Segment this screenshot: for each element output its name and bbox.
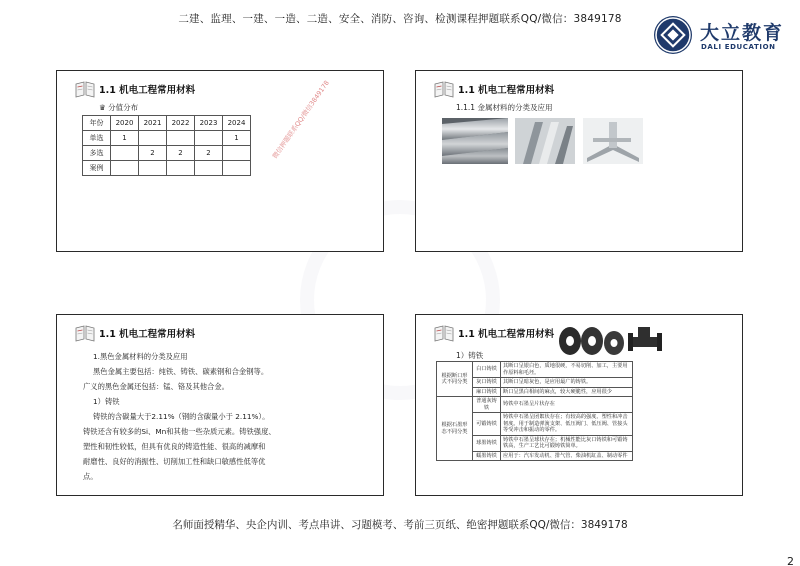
slide-title: 1.1 机电工程常用材料: [458, 329, 555, 340]
cast-iron-parts-photo: [556, 323, 666, 359]
table-cell: [195, 161, 223, 176]
table-header-cell: 2021: [139, 116, 167, 131]
iron-desc-cell: 应用于：汽车发动机、排气管、柴油机缸盖、制动零件: [501, 451, 633, 461]
score-distribution-text: 分值分布: [108, 103, 139, 112]
table-cell: [167, 161, 195, 176]
table-cell: [139, 161, 167, 176]
table-header-cell: 2022: [167, 116, 195, 131]
steel-channel-photo: [515, 118, 575, 164]
graduation-cap-icon: ♛: [99, 103, 106, 112]
slide-header: [75, 79, 195, 99]
open-book-icon: [434, 81, 454, 98]
table-cell: 案例: [83, 161, 111, 176]
table-row: [83, 131, 251, 146]
slide-title: 1.1 机电工程常用材料: [99, 85, 196, 96]
slide-header: [75, 323, 195, 343]
table-row: [437, 397, 633, 413]
iron-desc-cell: 断口呈黑白相间的麻点，较大硬脆性，应用很少: [501, 387, 633, 397]
text-line: 塑性和韧性较低，但具有优良的铸造性能、很高的减摩和: [83, 442, 266, 451]
logo-chinese-name: 大立教育: [700, 22, 785, 44]
table-row: [437, 362, 633, 378]
text-line: 黑色金属主要包括：纯铁、铸铁、碳素钢和合金钢等。: [93, 367, 269, 376]
score-distribution-table: [82, 115, 251, 176]
steel-pipes-photo: [442, 118, 508, 164]
table-cell: 1: [111, 131, 139, 146]
text-line: 1.黑色金属材料的分类及应用: [93, 352, 188, 361]
iron-name-cell: 可锻铸铁: [473, 413, 501, 436]
table-header-cell: 2020: [111, 116, 139, 131]
iron-name-cell: 灰口铸铁: [473, 378, 501, 388]
table-row: [83, 161, 251, 176]
table-cell: [111, 146, 139, 161]
text-line: 铸铁还含有较多的Si、Mn和其他一些杂质元素。铸铁强度、: [83, 427, 276, 436]
logo-english-name: DALI EDUCATION: [701, 43, 776, 51]
iron-name-cell: 蠕墨铸铁: [473, 451, 501, 461]
score-distribution-label: [99, 102, 138, 113]
category-cell: 根据断口形式不同分类: [437, 362, 473, 397]
table-cell: [223, 146, 251, 161]
table-cell: 2: [167, 146, 195, 161]
table-cell: [139, 131, 167, 146]
table-header-cell: 2023: [195, 116, 223, 131]
category-cell: 根据石墨形态不同分类: [437, 397, 473, 461]
slide-header: [434, 79, 554, 99]
table-header-row: [83, 116, 251, 131]
slide-ferrous-metals: [56, 314, 384, 496]
bottom-contact-banner: 名师面授精华、央企内训、考点串讲、习题模考、考前三页纸、绝密押题联系QQ/微信：3849178: [172, 519, 628, 531]
open-book-icon: [75, 325, 95, 342]
text-line: 耐磨性、良好的消振性、切削加工性和缺口敏感性低等优: [83, 457, 266, 466]
slide-title: 1.1 机电工程常用材料: [99, 329, 196, 340]
page-number: 2: [787, 555, 794, 566]
text-line: 点。: [83, 472, 98, 481]
table-cell: [195, 131, 223, 146]
table-cell: 多选: [83, 146, 111, 161]
slide-title: 1.1 机电工程常用材料: [458, 85, 555, 96]
ferrous-metals-text: [83, 349, 373, 484]
iron-name-cell: 球墨铸铁: [473, 435, 501, 451]
diagonal-watermark: 微信押题联系QQ/微信3849178: [270, 79, 331, 161]
iron-desc-cell: 铸铁中石墨呈片状存在: [501, 397, 633, 413]
table-cell: [167, 131, 195, 146]
iron-name-cell: 普通灰铸铁: [473, 397, 501, 413]
text-line: 1）铸铁: [93, 397, 120, 406]
iron-desc-cell: 其断口呈银白色，质地很硬，不易切削、加工，主要用作原料和毛坯。: [501, 362, 633, 378]
iron-desc-cell: 铸铁中石墨呈团絮状存在；有较高的强度、塑性和冲击韧度。用于制造弹簧支架、低压阀门、低压阀、管接头等受冲击和振动的零件。: [501, 413, 633, 436]
table-row: [83, 146, 251, 161]
table-cell: 单选: [83, 131, 111, 146]
table-header-cell: 2024: [223, 116, 251, 131]
cast-iron-table: [436, 361, 633, 461]
angle-steel-photo: [583, 118, 643, 164]
dali-logo-emblem-icon: [654, 16, 692, 54]
cast-iron-subtitle: 1）铸铁: [456, 351, 484, 360]
table-header-cell: 年份: [83, 116, 111, 131]
slide-cast-iron-classification: [415, 314, 743, 496]
iron-name-cell: 白口铸铁: [473, 362, 501, 378]
iron-desc-cell: 其断口呈暗灰色，是应用最广的铸铁。: [501, 378, 633, 388]
iron-desc-cell: 铸铁中石墨呈球状存在；机械性能比灰口铸铁和可锻铸铁高，生产工艺比可锻铸铁简单。: [501, 435, 633, 451]
table-cell: 2: [195, 146, 223, 161]
section-subtitle: 1.1.1 金属材料的分类及应用: [456, 103, 553, 112]
iron-name-cell: 麻口铸铁: [473, 387, 501, 397]
top-contact-banner: 二建、监理、一建、一造、二造、安全、消防、咨询、检测课程押题联系QQ/微信：3849178: [178, 13, 622, 25]
open-book-icon: [434, 325, 454, 342]
dali-education-logo: [654, 16, 794, 56]
table-cell: [223, 161, 251, 176]
slide-header: [434, 323, 554, 343]
open-book-icon: [75, 81, 95, 98]
text-line: 铸铁的含碳量大于2.11%（钢的含碳量小于 2.11%）。: [93, 412, 270, 421]
table-cell: 1: [223, 131, 251, 146]
slide-metal-materials: [415, 70, 743, 252]
slide-score-distribution: [56, 70, 384, 252]
table-cell: [111, 161, 139, 176]
text-line: 广义的黑色金属还包括：锰、铬及其他合金。: [83, 382, 229, 391]
table-cell: 2: [139, 146, 167, 161]
